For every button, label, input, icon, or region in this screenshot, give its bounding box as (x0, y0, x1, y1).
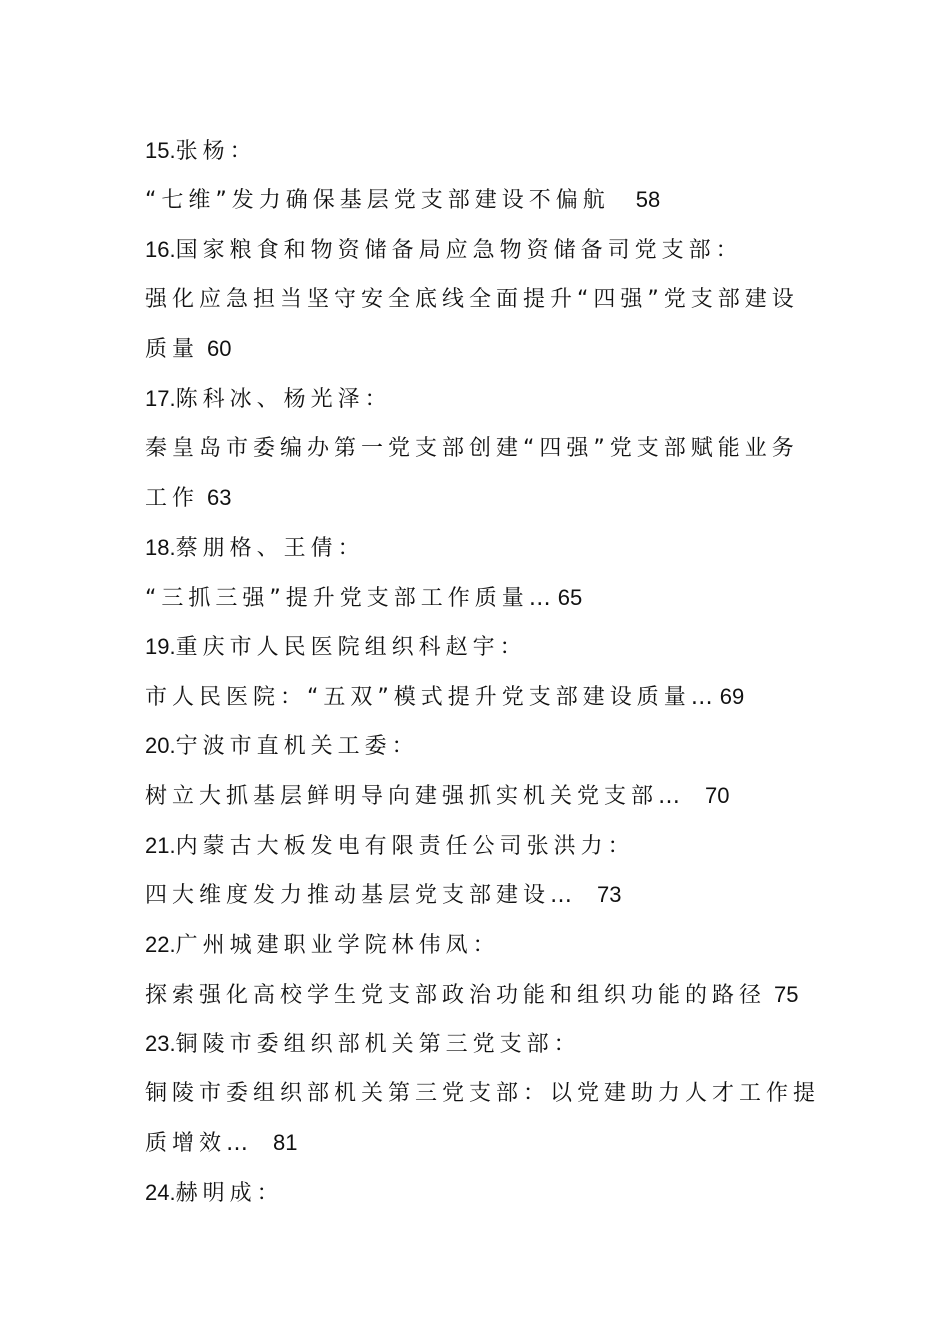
toc-entry-title[interactable] (145, 880, 622, 910)
toc-entry-author (145, 533, 365, 563)
entry-author: 张杨： (175, 139, 257, 164)
toc-entry-title[interactable] (145, 781, 730, 811)
toc-entry-author (145, 632, 527, 662)
entry-author: 蔡朋格、王倩： (175, 536, 365, 561)
page-number: 70 (705, 783, 730, 808)
toc-entry-title[interactable] (145, 1079, 820, 1109)
toc-entry-title[interactable] (145, 285, 799, 315)
toc-entry-author (145, 1178, 284, 1208)
page-number: 58 (635, 187, 661, 212)
entry-author: 赫明成： (175, 1181, 284, 1206)
page-number: 73 (597, 882, 622, 907)
toc-entry-author (145, 731, 419, 761)
entry-title: 质增效… (145, 1131, 254, 1156)
toc-entry-title[interactable] (145, 434, 799, 464)
entry-number: 21. (145, 833, 176, 858)
toc-entry-title[interactable] (145, 185, 660, 215)
entry-title: 强化应急担当坚守安全底线全面提升“四强”党支部建设 (145, 287, 799, 312)
toc-entry-title[interactable] (145, 682, 744, 712)
entry-title: 四大维度发力推动基层党支部建设… (145, 883, 578, 908)
entry-author: 内蒙古大板发电有限责任公司张洪力： (175, 834, 635, 859)
toc-entry-author (145, 235, 743, 265)
toc-entry-title-cont[interactable] (145, 483, 232, 513)
entry-title: 铜陵市委组织部机关第三党支部：以党建助力人才工作提 (145, 1081, 821, 1106)
page-number: 81 (273, 1130, 298, 1155)
page-number: 69 (719, 684, 745, 709)
entry-number: 16. (145, 237, 176, 262)
page-number: 60 (207, 336, 232, 361)
entry-title: 探索强化高校学生党支部政治功能和组织功能的路径 (145, 983, 767, 1008)
page-number: 63 (207, 485, 232, 510)
entry-title: 市人民医院：“五双”模式提升党支部建设质量… (145, 685, 718, 710)
entry-title: 工作 (145, 486, 200, 511)
entry-author: 广州城建职业学院林伟凤： (175, 933, 500, 958)
toc-entry-author (145, 1029, 581, 1059)
toc-entry-title-cont[interactable] (145, 1128, 298, 1158)
entry-author: 陈科冰、杨光泽： (175, 387, 392, 412)
entry-title: “三抓三强”提升党支部工作质量… (145, 586, 556, 611)
page-number: 75 (774, 982, 799, 1007)
entry-author: 国家粮食和物资储备局应急物资储备司党支部： (175, 238, 743, 263)
entry-title: 秦皇岛市委编办第一党支部创建“四强”党支部赋能业务 (145, 436, 799, 461)
entry-number: 19. (145, 634, 176, 659)
entry-title: “七维”发力确保基层党支部建设不偏航 (145, 188, 610, 213)
toc-entry-author (145, 930, 500, 960)
toc-entry-title-cont[interactable] (145, 334, 232, 364)
toc-entry-author (145, 136, 257, 166)
entry-author: 重庆市人民医院组织科赵宇： (175, 635, 527, 660)
entry-author: 宁波市直机关工委： (175, 734, 419, 759)
toc-entry-title[interactable] (145, 583, 582, 613)
entry-title: 质量 (145, 337, 200, 362)
entry-number: 18. (145, 535, 176, 560)
toc-entry-title[interactable] (145, 980, 799, 1010)
entry-author: 铜陵市委组织部机关第三党支部： (175, 1032, 581, 1057)
entry-number: 22. (145, 932, 176, 957)
entry-number: 15. (145, 138, 176, 163)
entry-number: 20. (145, 733, 176, 758)
page-number: 65 (557, 585, 583, 610)
entry-title: 树立大抓基层鲜明导向建强抓实机关党支部… (145, 784, 686, 809)
toc-entry-author (145, 831, 635, 861)
entry-number: 23. (145, 1031, 176, 1056)
toc-entry-author (145, 384, 392, 414)
entry-number: 24. (145, 1180, 176, 1205)
entry-number: 17. (145, 386, 176, 411)
